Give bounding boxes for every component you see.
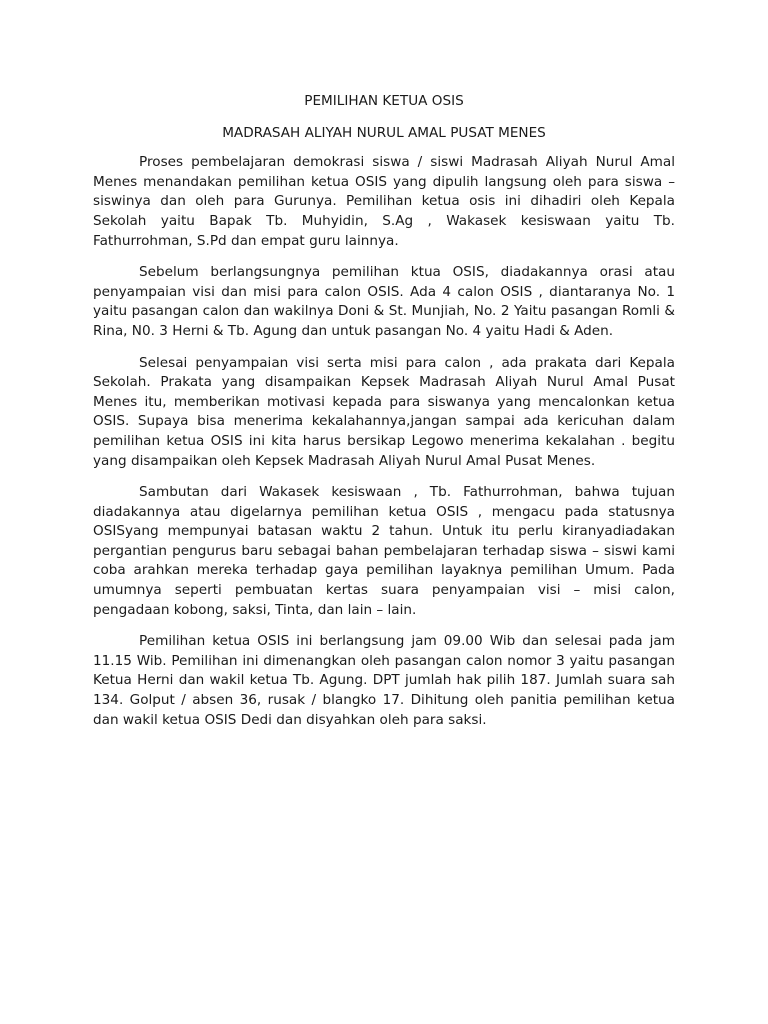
- paragraph-4: Sambutan dari Wakasek kesiswaan , Tb. Fathurrohman, bahwa tujuan diadakannya atau digelarnya pemilihan ketua OSIS , mengacu pada statusnya OSISyang mempunyai batasan waktu 2 tahun. Untuk itu perlu kiranyadiadakan pergantian pengurus baru sebagai bahan pembelajaran terhadap siswa – siswi kami coba arahkan mereka terhadap gaya pemilihan layaknya pemilihan Umum. Pada umumnya seperti pembuatan kertas suara penyampaian visi – misi calon, pengadaan kobong, saksi, Tinta, dan lain – lain.: [93, 484, 675, 618]
- paragraph-2: Sebelum berlangsungnya pemilihan ktua OSIS, diadakannya orasi atau penyampaian visi dan misi para calon OSIS. Ada 4 calon OSIS , diantaranya No. 1 yaitu pasangan calon dan wakilnya Doni & St. Munjiah, No. 2 Yaitu pasangan Romli & Rina, N0. 3 Herni & Tb. Agung dan untuk pasangan No. 4 yaitu Hadi & Aden.: [93, 264, 675, 339]
- document-body: [93, 92, 675, 742]
- paragraph-1: Proses pembelajaran demokrasi siswa / siswi Madrasah Aliyah Nurul Amal Menes menandakan pemilihan ketua OSIS yang dipulih langsung oleh para siswa – siswinya dan oleh para Gurunya. Pemilihan ketua osis ini dihadiri oleh Kepala Sekolah yaitu Bapak Tb. Muhyidin, S.Ag , Wakasek kesiswaan yaitu Tb. Fathurrohman, S.Pd dan empat guru lainnya.: [93, 154, 675, 249]
- document-title: PEMILIHAN KETUA OSIS: [304, 93, 464, 109]
- paragraph-3: Selesai penyampaian visi serta misi para calon , ada prakata dari Kepala Sekolah. Prakata yang disampaikan Kepsek Madrasah Aliyah Nurul Amal Pusat Menes itu, memberikan motivasi kepada para siswanya yang mencalonkan ketua OSIS. Supaya bisa menerima kekalahannya,jangan sampai ada kericuhan dalam pemilihan ketua OSIS ini kita harus bersikap Legowo menerima kekalahan . begitu yang disampaikan oleh Kepsek Madrasah Aliyah Nurul Amal Pusat Menes.: [93, 354, 675, 469]
- document-subtitle: MADRASAH ALIYAH NURUL AMAL PUSAT MENES: [222, 124, 546, 141]
- paragraph-5: Pemilihan ketua OSIS ini berlangsung jam 09.00 Wib dan selesai pada jam 11.15 Wib. Pemilihan ini dimenangkan oleh pasangan calon nomor 3 yaitu pasangan Ketua Herni dan wakil ketua Tb. Agung. DPT jumlah hak pilih 187. Jumlah suara sah 134. Golput / absen 36, rusak / blangko 17. Dihitung oleh panitia pemilihan ketua dan wakil ketua OSIS Dedi dan disyahkan oleh para saksi.: [93, 633, 675, 728]
